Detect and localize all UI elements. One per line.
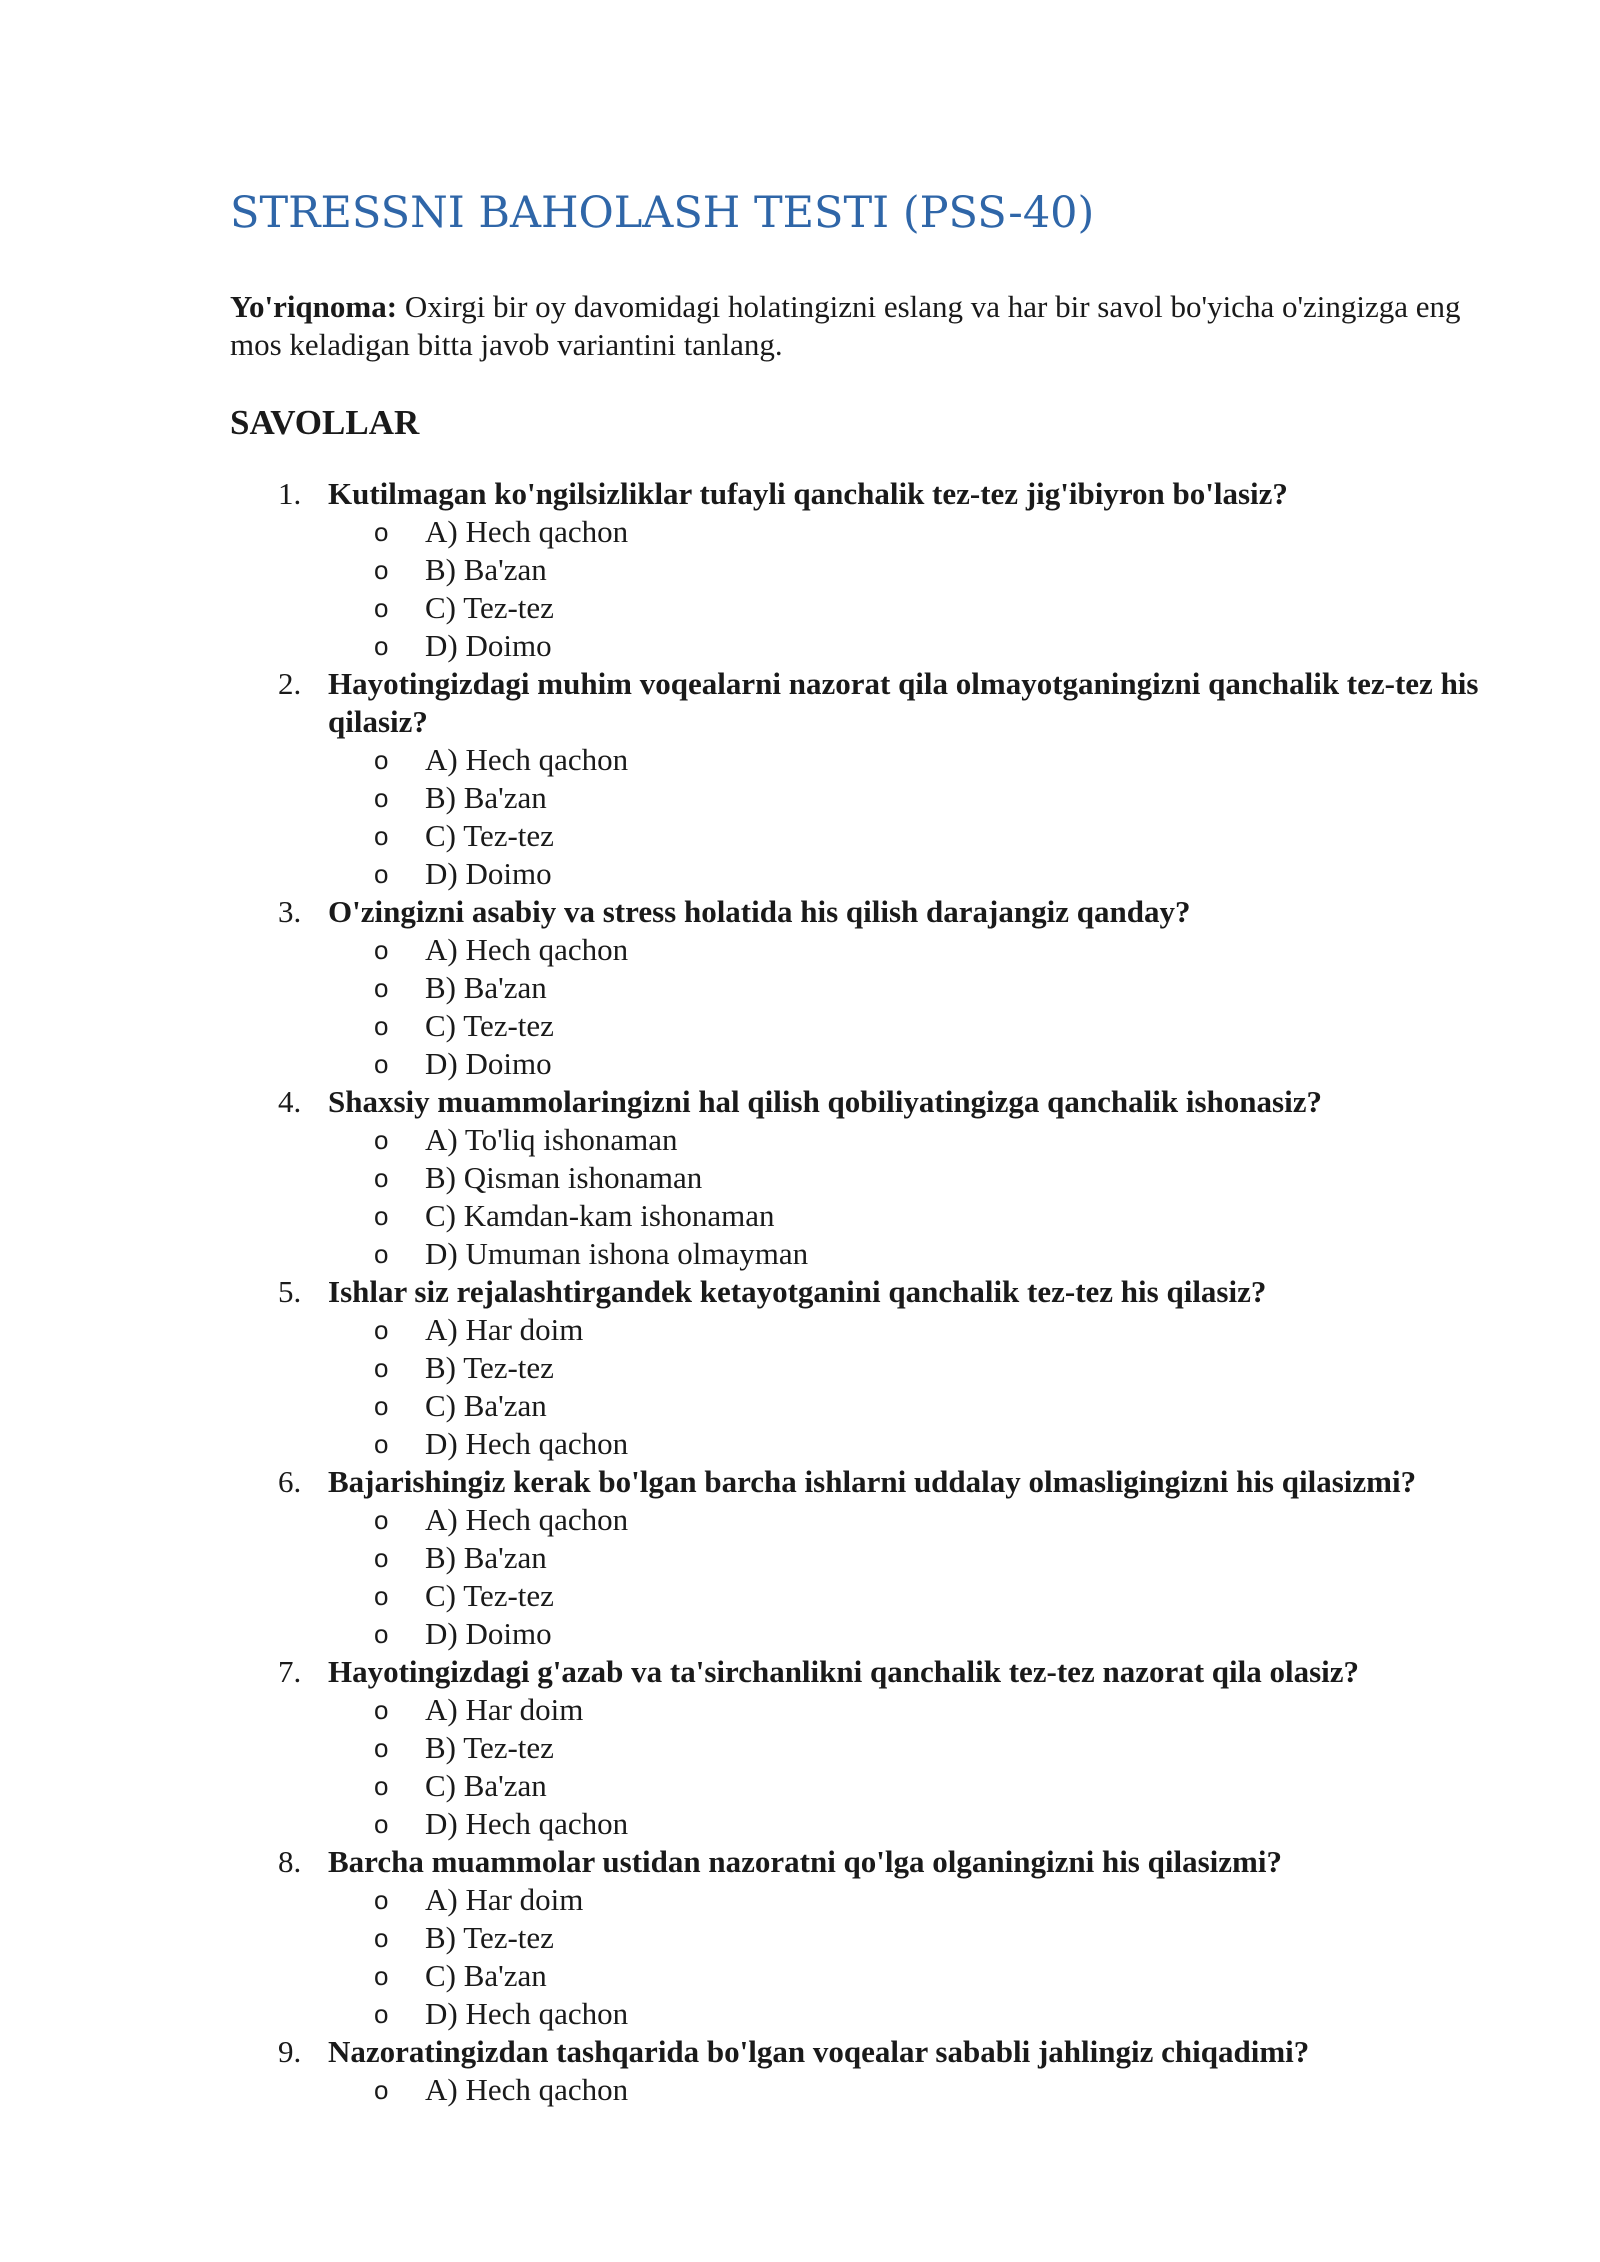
circle-bullet-icon: o [374, 1619, 389, 1649]
answer-option-text: A) Har doim [425, 1882, 584, 1917]
question-text: Nazoratingizdan tashqarida bo'lgan voqealar sababli jahlingiz chiqadimi? [328, 2034, 1310, 2069]
circle-bullet-icon: o [374, 1885, 389, 1915]
answer-option [328, 1577, 1490, 1615]
answer-option-text: A) Hech qachon [425, 932, 629, 967]
answer-options-list [328, 741, 1490, 893]
question-text: Shaxsiy muammolaringizni hal qilish qobiliyatingizga qanchalik ishonasiz? [328, 1084, 1322, 1119]
answer-option [328, 589, 1490, 627]
question-item [230, 1463, 1490, 1653]
answer-option [328, 1615, 1490, 1653]
answer-options-list [328, 1311, 1490, 1463]
circle-bullet-icon: o [374, 783, 389, 813]
circle-bullet-icon: o [374, 1543, 389, 1573]
answer-option-text: A) Hech qachon [425, 1502, 629, 1537]
question-number: 3. [278, 894, 302, 929]
answer-option [328, 817, 1490, 855]
question-item [230, 2033, 1490, 2109]
answer-option [328, 1919, 1490, 1957]
circle-bullet-icon: o [374, 935, 389, 965]
answer-option-text: A) Har doim [425, 1692, 584, 1727]
instructions-label: Yo'riqnoma: [230, 289, 398, 324]
circle-bullet-icon: o [374, 745, 389, 775]
answer-option-text: A) Hech qachon [425, 742, 629, 777]
answer-option [328, 855, 1490, 893]
answer-option [328, 1729, 1490, 1767]
answer-option-text: C) Tez-tez [425, 1008, 554, 1043]
answer-option-text: C) Tez-tez [425, 1578, 554, 1613]
answer-option [328, 1501, 1490, 1539]
question-text: Bajarishingiz kerak bo'lgan barcha ishlarni uddalay olmasligingizni his qilasizmi? [328, 1464, 1417, 1499]
answer-option-text: A) Hech qachon [425, 514, 629, 549]
answer-option-text: B) Tez-tez [425, 1350, 554, 1385]
answer-option-text: B) Ba'zan [425, 1540, 547, 1575]
answer-option-text: C) Tez-tez [425, 590, 554, 625]
circle-bullet-icon: o [374, 1733, 389, 1763]
circle-bullet-icon: o [374, 1581, 389, 1611]
answer-option-text: B) Tez-tez [425, 1920, 554, 1955]
circle-bullet-icon: o [374, 1163, 389, 1193]
question-text: Ishlar siz rejalashtirgandek ketayotganini qanchalik tez-tez his qilasiz? [328, 1274, 1267, 1309]
answer-option [328, 2071, 1490, 2109]
questions-list [230, 475, 1490, 2109]
answer-option-text: B) Ba'zan [425, 970, 547, 1005]
answer-option [328, 627, 1490, 665]
question-number: 1. [278, 476, 302, 511]
circle-bullet-icon: o [374, 1125, 389, 1155]
answer-option-text: D) Doimo [425, 856, 552, 891]
question-number: 8. [278, 1844, 302, 1879]
answer-option [328, 551, 1490, 589]
question-text: Kutilmagan ko'ngilsizliklar tufayli qanchalik tez-tez jig'ibiyron bo'lasiz? [328, 476, 1288, 511]
circle-bullet-icon: o [374, 1315, 389, 1345]
answer-option [328, 1691, 1490, 1729]
circle-bullet-icon: o [374, 1505, 389, 1535]
answer-option-text: B) Ba'zan [425, 552, 547, 587]
answer-option [328, 1045, 1490, 1083]
answer-option-text: A) Har doim [425, 1312, 584, 1347]
circle-bullet-icon: o [374, 1049, 389, 1079]
answer-option-text: C) Ba'zan [425, 1958, 547, 1993]
circle-bullet-icon: o [374, 1771, 389, 1801]
answer-option-text: D) Hech qachon [425, 1806, 629, 1841]
question-number: 2. [278, 666, 302, 701]
answer-option [328, 1387, 1490, 1425]
answer-option-text: D) Doimo [425, 1046, 552, 1081]
question-item [230, 1843, 1490, 2033]
answer-option [328, 1767, 1490, 1805]
answer-option [328, 1197, 1490, 1235]
circle-bullet-icon: o [374, 859, 389, 889]
answer-option-text: D) Umuman ishona olmayman [425, 1236, 809, 1271]
answer-option-text: A) Hech qachon [425, 2072, 629, 2107]
circle-bullet-icon: o [374, 1201, 389, 1231]
answer-options-list [328, 1501, 1490, 1653]
answer-option [328, 1957, 1490, 1995]
circle-bullet-icon: o [374, 1353, 389, 1383]
answer-option [328, 969, 1490, 1007]
circle-bullet-icon: o [374, 555, 389, 585]
question-number: 6. [278, 1464, 302, 1499]
answer-options-list [328, 1121, 1490, 1273]
question-text: Hayotingizdagi muhim voqealarni nazorat qila olmayotganingizni qanchalik tez-tez his qilasiz? [328, 666, 1479, 739]
section-heading: SAVOLLAR [230, 403, 420, 442]
answer-option [328, 513, 1490, 551]
question-item [230, 475, 1490, 665]
answer-option [328, 1995, 1490, 2033]
question-number: 7. [278, 1654, 302, 1689]
circle-bullet-icon: o [374, 1011, 389, 1041]
answer-option-text: A) To'liq ishonaman [425, 1122, 678, 1157]
answer-option [328, 1121, 1490, 1159]
answer-option [328, 1311, 1490, 1349]
answer-option-text: C) Tez-tez [425, 818, 554, 853]
question-text: Hayotingizdagi g'azab va ta'sirchanlikni qanchalik tez-tez nazorat qila olasiz? [328, 1654, 1360, 1689]
answer-option [328, 1235, 1490, 1273]
answer-option [328, 931, 1490, 969]
circle-bullet-icon: o [374, 2075, 389, 2105]
circle-bullet-icon: o [374, 1923, 389, 1953]
answer-options-list [328, 513, 1490, 665]
question-item [230, 893, 1490, 1083]
answer-option-text: C) Ba'zan [425, 1388, 547, 1423]
question-item [230, 665, 1490, 893]
answer-option-text: B) Ba'zan [425, 780, 547, 815]
answer-options-list [328, 2071, 1490, 2109]
answer-option-text: B) Qisman ishonaman [425, 1160, 703, 1195]
circle-bullet-icon: o [374, 631, 389, 661]
circle-bullet-icon: o [374, 1809, 389, 1839]
question-number: 9. [278, 2034, 302, 2069]
answer-option [328, 1805, 1490, 1843]
question-item [230, 1083, 1490, 1273]
question-text: Barcha muammolar ustidan nazoratni qo'lga olganingizni his qilasizmi? [328, 1844, 1282, 1879]
document-title: STRESSNI BAHOLASH TESTI (PSS-40) [230, 188, 1095, 238]
answer-options-list [328, 931, 1490, 1083]
answer-option [328, 1881, 1490, 1919]
answer-option [328, 1349, 1490, 1387]
answer-option [328, 1159, 1490, 1197]
circle-bullet-icon: o [374, 1999, 389, 2029]
answer-option [328, 779, 1490, 817]
answer-option [328, 1425, 1490, 1463]
instructions-text: Oxirgi bir oy davomidagi holatingizni eslang va har bir savol bo'yicha o'zingizga eng mos keladigan bitta javob variantini tanlang. [230, 289, 1461, 362]
answer-option-text: C) Ba'zan [425, 1768, 547, 1803]
answer-option-text: D) Hech qachon [425, 1426, 629, 1461]
answer-options-list [328, 1881, 1490, 2033]
answer-option-text: D) Doimo [425, 628, 552, 663]
circle-bullet-icon: o [374, 1429, 389, 1459]
answer-option [328, 1539, 1490, 1577]
answer-option [328, 741, 1490, 779]
document-content [230, 185, 1490, 2109]
circle-bullet-icon: o [374, 1695, 389, 1725]
circle-bullet-icon: o [374, 973, 389, 1003]
circle-bullet-icon: o [374, 593, 389, 623]
instructions-paragraph [230, 288, 1490, 364]
circle-bullet-icon: o [374, 821, 389, 851]
question-number: 5. [278, 1274, 302, 1309]
question-text: O'zingizni asabiy va stress holatida his qilish darajangiz qanday? [328, 894, 1191, 929]
question-item [230, 1653, 1490, 1843]
answer-options-list [328, 1691, 1490, 1843]
answer-option-text: D) Doimo [425, 1616, 552, 1651]
question-item [230, 1273, 1490, 1463]
answer-option-text: D) Hech qachon [425, 1996, 629, 2031]
circle-bullet-icon: o [374, 1961, 389, 1991]
answer-option-text: B) Tez-tez [425, 1730, 554, 1765]
circle-bullet-icon: o [374, 1239, 389, 1269]
answer-option [328, 1007, 1490, 1045]
circle-bullet-icon: o [374, 1391, 389, 1421]
circle-bullet-icon: o [374, 517, 389, 547]
answer-option-text: C) Kamdan-kam ishonaman [425, 1198, 775, 1233]
question-number: 4. [278, 1084, 302, 1119]
